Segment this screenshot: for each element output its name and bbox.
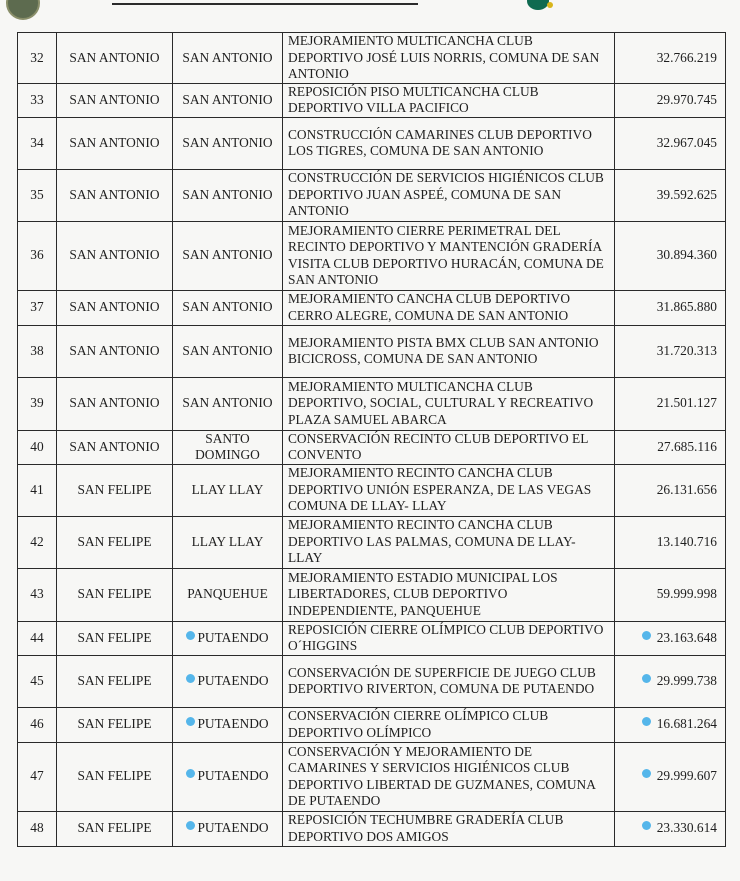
row-number-cell [18, 117, 57, 169]
commune-cell [173, 83, 283, 117]
projects-table [17, 32, 726, 847]
amount-cell [615, 117, 726, 169]
amount-cell [615, 83, 726, 117]
row-number: 39 [30, 395, 44, 411]
highlight-dot-icon [642, 674, 651, 683]
amount: 39.592.625 [656, 186, 717, 202]
table-row [18, 325, 726, 377]
highlight-dot-icon [642, 769, 651, 778]
province: SAN ANTONIO [69, 342, 160, 358]
row-number-cell [18, 568, 57, 621]
province: SAN ANTONIO [69, 299, 160, 315]
commune-cell [173, 430, 283, 464]
highlight-dot-icon [642, 631, 651, 640]
amount: 16.681.264 [656, 716, 717, 732]
project-description: CONSTRUCCIÓN CAMARINES CLUB DEPORTIVO LOS TIGRES, COMUNA DE SAN ANTONIO [288, 126, 592, 158]
province-cell [57, 325, 173, 377]
table-row [18, 655, 726, 707]
province-cell [57, 655, 173, 707]
project-description-cell [283, 568, 615, 621]
province: SAN FELIPE [77, 820, 152, 836]
amount-cell [615, 33, 726, 84]
province-cell [57, 169, 173, 221]
row-number-cell [18, 221, 57, 290]
row-number: 40 [30, 438, 44, 454]
row-number: 32 [30, 49, 44, 65]
province-cell [57, 221, 173, 290]
row-number: 35 [30, 186, 44, 202]
row-number: 38 [30, 342, 44, 358]
province-cell [57, 568, 173, 621]
province-cell [57, 516, 173, 568]
table-row [18, 621, 726, 655]
row-number-cell [18, 290, 57, 325]
commune-cell [173, 621, 283, 655]
row-number: 43 [30, 586, 44, 602]
project-description: CONSERVACIÓN RECINTO CLUB DEPORTIVO EL CONVENTO [288, 430, 588, 462]
amount: 32.967.045 [656, 134, 717, 150]
project-description: CONSERVACIÓN Y MEJORAMIENTO DE CAMARINES Y SERVICIOS HIGIÉNICOS CLUB DEPORTIVO LIBERTAD DE GUZMANES, COMUNA DE PUTAENDO [288, 743, 596, 808]
highlight-dot-icon [642, 821, 651, 830]
project-description-cell [283, 221, 615, 290]
commune-cell [173, 33, 283, 84]
amount-cell [615, 377, 726, 430]
row-number-cell [18, 742, 57, 811]
table-row [18, 169, 726, 221]
table-row [18, 516, 726, 568]
table-row [18, 568, 726, 621]
amount: 26.131.656 [656, 481, 717, 497]
row-number-cell [18, 33, 57, 84]
amount-cell [615, 430, 726, 464]
amount: 32.766.219 [656, 49, 717, 65]
project-description: CONSERVACIÓN CIERRE OLÍMPICO CLUB DEPORTIVO OLÍMPICO [288, 708, 549, 740]
highlight-dot-icon [186, 769, 195, 778]
project-description: MEJORAMIENTO MULTICANCHA CLUB DEPORTIVO, SOCIAL, CULTURAL Y RECREATIVO PLAZA SAMUEL ABARCA [288, 378, 594, 427]
amount-cell [615, 655, 726, 707]
row-number-cell [18, 811, 57, 846]
commune: SAN ANTONIO [182, 395, 273, 411]
amount: 21.501.127 [656, 395, 717, 411]
commune-cell [173, 655, 283, 707]
commune: SAN ANTONIO [182, 134, 273, 150]
project-description: CONSTRUCCIÓN DE SERVICIOS HIGIÉNICOS CLUB DEPORTIVO JUAN ASPEÉ, COMUNA DE SAN ANTONIO [288, 170, 604, 219]
commune: SAN ANTONIO [182, 91, 273, 107]
project-description: MEJORAMIENTO PISTA BMX CLUB SAN ANTONIO BICICROSS, COMUNA DE SAN ANTONIO [288, 334, 599, 366]
commune: SANTO DOMINGO [195, 430, 260, 462]
row-number: 36 [30, 247, 44, 263]
commune-cell [173, 325, 283, 377]
province-cell [57, 117, 173, 169]
right-seal-logo [527, 0, 549, 10]
commune-cell [173, 464, 283, 516]
table-row [18, 707, 726, 742]
province: SAN ANTONIO [69, 186, 160, 202]
table-row [18, 430, 726, 464]
table-row [18, 33, 726, 84]
row-number-cell [18, 325, 57, 377]
commune: SAN ANTONIO [182, 49, 273, 65]
table-row [18, 377, 726, 430]
project-description-cell [283, 290, 615, 325]
commune-cell [173, 117, 283, 169]
amount-cell [615, 325, 726, 377]
project-description-cell [283, 430, 615, 464]
commune: PUTAENDO [197, 629, 269, 645]
project-description-cell [283, 117, 615, 169]
row-number-cell [18, 516, 57, 568]
amount-cell [615, 811, 726, 846]
commune-cell [173, 377, 283, 430]
commune: PUTAENDO [197, 768, 269, 784]
row-number-cell [18, 655, 57, 707]
row-number: 33 [30, 91, 44, 107]
province-cell [57, 464, 173, 516]
province: SAN FELIPE [77, 716, 152, 732]
row-number: 46 [30, 716, 44, 732]
province: SAN FELIPE [77, 768, 152, 784]
amount-cell [615, 707, 726, 742]
document-header [0, 0, 740, 28]
amount-cell [615, 290, 726, 325]
province-cell [57, 377, 173, 430]
amount-cell [615, 464, 726, 516]
province: SAN ANTONIO [69, 134, 160, 150]
province: SAN FELIPE [77, 672, 152, 688]
row-number-cell [18, 707, 57, 742]
project-description: CONSERVACIÓN DE SUPERFICIE DE JUEGO CLUB DEPORTIVO RIVERTON, COMUNA DE PUTAENDO [288, 664, 596, 696]
province-cell [57, 430, 173, 464]
amount: 23.330.614 [656, 820, 717, 836]
province-cell [57, 83, 173, 117]
commune-cell [173, 516, 283, 568]
commune: PUTAENDO [197, 672, 269, 688]
row-number: 48 [30, 820, 44, 836]
commune: PUTAENDO [197, 820, 269, 836]
province: SAN FELIPE [77, 629, 152, 645]
amount: 29.999.607 [656, 768, 717, 784]
project-description-cell [283, 83, 615, 117]
project-description: MEJORAMIENTO CIERRE PERIMETRAL DEL RECINTO DEPORTIVO Y MANTENCIÓN GRADERÍA VISITA CLUB DEPORTIVO HURACÁN, COMUNA DE SAN ANTONIO [288, 222, 604, 287]
province-cell [57, 742, 173, 811]
project-description-cell [283, 169, 615, 221]
province-cell [57, 33, 173, 84]
amount: 31.865.880 [656, 299, 717, 315]
projects-table-body [18, 33, 726, 847]
row-number-cell [18, 377, 57, 430]
commune: LLAY LLAY [191, 533, 264, 549]
commune: SAN ANTONIO [182, 247, 273, 263]
right-seal-accent [547, 2, 553, 8]
commune-cell [173, 742, 283, 811]
table-row [18, 464, 726, 516]
commune: LLAY LLAY [191, 481, 264, 497]
highlight-dot-icon [186, 821, 195, 830]
commune: SAN ANTONIO [182, 186, 273, 202]
table-row [18, 811, 726, 846]
highlight-dot-icon [186, 631, 195, 640]
amount-cell [615, 169, 726, 221]
project-description-cell [283, 655, 615, 707]
table-row [18, 221, 726, 290]
project-description-cell [283, 742, 615, 811]
project-description-cell [283, 325, 615, 377]
header-rule [112, 3, 418, 5]
project-description: REPOSICIÓN TECHUMBRE GRADERÍA CLUB DEPORTIVO DOS AMIGOS [288, 812, 564, 844]
commune: SAN ANTONIO [182, 342, 273, 358]
province: SAN ANTONIO [69, 49, 160, 65]
amount: 30.894.360 [656, 247, 717, 263]
project-description: MEJORAMIENTO RECINTO CANCHA CLUB DEPORTIVO UNIÓN ESPERANZA, DE LAS VEGAS COMUNA DE LLAY- LLAY [288, 465, 592, 514]
province: SAN ANTONIO [69, 438, 160, 454]
amount: 27.685.116 [657, 438, 717, 454]
amount: 23.163.648 [656, 629, 717, 645]
project-description: MEJORAMIENTO CANCHA CLUB DEPORTIVO CERRO ALEGRE, COMUNA DE SAN ANTONIO [288, 291, 571, 323]
table-row [18, 83, 726, 117]
project-description-cell [283, 33, 615, 84]
amount: 13.140.716 [656, 533, 717, 549]
commune-cell [173, 568, 283, 621]
project-description-cell [283, 464, 615, 516]
amount: 31.720.313 [656, 342, 717, 358]
province: SAN ANTONIO [69, 247, 160, 263]
amount: 29.999.738 [656, 672, 717, 688]
province-cell [57, 621, 173, 655]
row-number: 42 [30, 533, 44, 549]
table-row [18, 290, 726, 325]
table-row [18, 117, 726, 169]
project-description-cell [283, 621, 615, 655]
amount: 29.970.745 [656, 91, 717, 107]
commune-cell [173, 707, 283, 742]
project-description-cell [283, 516, 615, 568]
row-number-cell [18, 464, 57, 516]
commune-cell [173, 221, 283, 290]
row-number-cell [18, 621, 57, 655]
project-description: MEJORAMIENTO ESTADIO MUNICIPAL LOS LIBERTADORES, CLUB DEPORTIVO INDEPENDIENTE, PANQUEHUE [288, 569, 558, 618]
amount: 59.999.998 [656, 586, 717, 602]
commune-cell [173, 290, 283, 325]
highlight-dot-icon [642, 717, 651, 726]
province-cell [57, 707, 173, 742]
row-number: 44 [30, 629, 44, 645]
highlight-dot-icon [186, 717, 195, 726]
row-number-cell [18, 169, 57, 221]
project-description: MEJORAMIENTO MULTICANCHA CLUB DEPORTIVO JOSÉ LUIS NORRIS, COMUNA DE SAN ANTONIO [288, 33, 600, 81]
amount-cell [615, 621, 726, 655]
commune: SAN ANTONIO [182, 299, 273, 315]
province: SAN ANTONIO [69, 395, 160, 411]
row-number-cell [18, 83, 57, 117]
project-description-cell [283, 377, 615, 430]
row-number: 34 [30, 134, 44, 150]
project-description-cell [283, 707, 615, 742]
project-description-cell [283, 811, 615, 846]
highlight-dot-icon [186, 674, 195, 683]
commune-cell [173, 169, 283, 221]
project-description: MEJORAMIENTO RECINTO CANCHA CLUB DEPORTIVO LAS PALMAS, COMUNA DE LLAY-LLAY [288, 517, 576, 566]
commune: PUTAENDO [197, 716, 269, 732]
province: SAN FELIPE [77, 586, 152, 602]
row-number: 37 [30, 299, 44, 315]
province-cell [57, 290, 173, 325]
project-description: REPOSICIÓN PISO MULTICANCHA CLUB DEPORTIVO VILLA PACIFICO [288, 83, 539, 115]
amount-cell [615, 568, 726, 621]
left-seal-logo [6, 0, 40, 20]
province: SAN ANTONIO [69, 91, 160, 107]
commune-cell [173, 811, 283, 846]
amount-cell [615, 221, 726, 290]
province: SAN FELIPE [77, 533, 152, 549]
row-number: 47 [30, 768, 44, 784]
commune: PANQUEHUE [187, 586, 268, 602]
province-cell [57, 811, 173, 846]
project-description: REPOSICIÓN CIERRE OLÍMPICO CLUB DEPORTIVO O´HIGGINS [288, 621, 604, 653]
amount-cell [615, 742, 726, 811]
amount-cell [615, 516, 726, 568]
row-number-cell [18, 430, 57, 464]
province: SAN FELIPE [77, 481, 152, 497]
row-number: 41 [30, 481, 44, 497]
table-row [18, 742, 726, 811]
row-number: 45 [30, 672, 44, 688]
